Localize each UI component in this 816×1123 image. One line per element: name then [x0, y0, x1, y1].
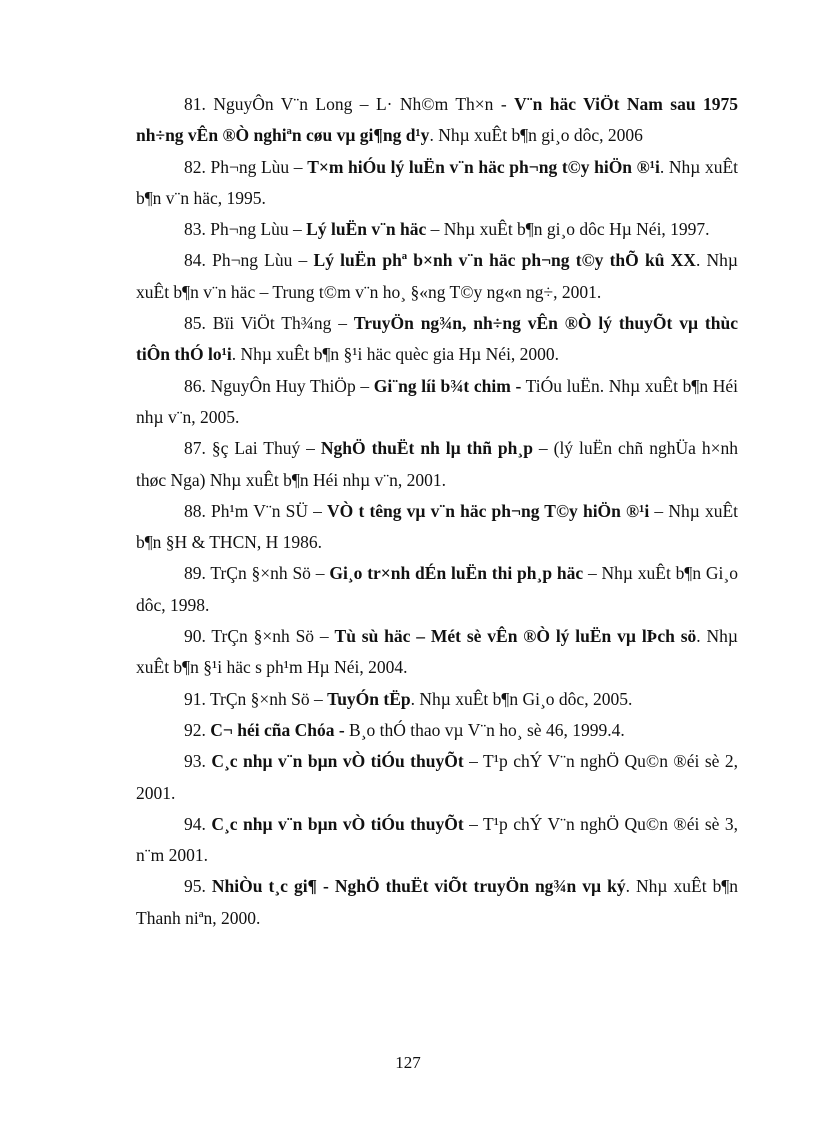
reference-item [136, 89, 738, 152]
reference-item [136, 245, 738, 308]
reference-author: NguyÔn V¨n Long – L· Nh©m Th×n - [213, 94, 515, 114]
reference-author: TrÇn §×nh Sö – [211, 626, 335, 647]
reference-title: Tù sù häc – Mét sè vÊn ®Ò lý luËn vµ lÞch sö [334, 626, 697, 647]
reference-author: Ph¬ng Lùu – [210, 219, 307, 240]
reference-title: C¸c nhµ v¨n bµn vÒ tiÓu thuyÕt [211, 751, 464, 772]
reference-author: NguyÔn Huy ThiÖp – [210, 375, 374, 396]
reference-publisher: . Nhµ xuÊt b¶n §¹i häc s ph¹m Hµ Néi, 2004. [136, 626, 738, 678]
reference-title: Gi¸o tr×nh dÉn luËn thi ph¸p häc [329, 563, 584, 584]
reference-number: 91. [184, 688, 206, 709]
reference-number: 87. [184, 438, 206, 459]
reference-author: Ph¹m V¨n SÜ – [211, 500, 328, 521]
reference-number: 93. [184, 751, 206, 772]
reference-title: VÒ t têng vµ v¨n häc ph¬ng T©y hiÖn ®¹i [327, 500, 650, 521]
reference-item [136, 809, 738, 872]
reference-item [136, 715, 738, 746]
reference-title: Gi¨ng líi b¾t chim - [373, 375, 522, 396]
reference-publisher: . Nhµ xuÊt b¶n gi¸o dôc, 2006 [429, 125, 643, 146]
reference-title: TuyÓn tËp [327, 688, 411, 709]
reference-item [136, 433, 738, 496]
reference-number: 89. [184, 563, 206, 584]
reference-item [136, 746, 738, 809]
reference-number: 81. [184, 94, 206, 114]
reference-item [136, 152, 738, 215]
reference-author: §ç Lai Thuý – [211, 438, 321, 459]
reference-item [136, 558, 738, 621]
reference-publisher: TiÓu luËn. Nhµ xuÊt b¶n Héi nhµ v¨n, 2005. [136, 375, 739, 427]
reference-publisher: . Nhµ xuÊt b¶n v¨n häc – Trung t©m v¨n ho¸ §«ng T©y ng«n ng÷, 2001. [136, 250, 739, 302]
reference-item [136, 214, 738, 245]
reference-publisher: – (lý luËn chñ nghÜa h×nh thøc Nga) Nhµ xuÊt b¶n Héi nhµ v¨n, 2001. [136, 438, 738, 490]
reference-item [136, 684, 738, 715]
reference-publisher: . Nhµ xuÊt b¶n Gi¸o dôc, 2005. [410, 688, 633, 709]
reference-publisher: – Nhµ xuÊt b¶n gi¸o dôc Hµ Néi, 1997. [426, 219, 710, 240]
reference-item [136, 621, 738, 684]
reference-title: NhiÒu t¸c gi¶ - NghÖ thuËt viÕt truyÖn ng¾n vµ ký [211, 876, 626, 897]
reference-item [136, 496, 738, 559]
reference-item [136, 308, 738, 371]
reference-number: 95. [184, 876, 206, 897]
reference-author: Ph¬ng Lùu – [212, 250, 314, 271]
reference-number: 84. [184, 250, 206, 271]
reference-publisher: B¸o thÓ thao vµ V¨n ho¸ sè 46, 1999.4. [344, 719, 625, 740]
reference-publisher: – T¹p chÝ V¨n nghÖ Qu©n ®éi sè 2, 2001. [136, 751, 738, 803]
reference-publisher: – Nhµ xuÊt b¶n Gi¸o dôc, 1998. [136, 563, 738, 615]
reference-number: 85. [184, 313, 206, 334]
reference-author: Ph¬ng Lùu – [210, 156, 308, 177]
reference-number: 88. [184, 500, 206, 521]
reference-number: 83. [184, 219, 206, 240]
reference-title: V¨n häc ViÖt Nam sau 1975 nh÷ng vÊn ®Ò nghiªn cøu vµ gi¶ng d¹y [136, 94, 739, 146]
reference-title: TruyÖn ng¾n, nh÷ng vÊn ®Ò lý thuyÕt vµ thùc tiÔn thÓ lo¹i [136, 313, 738, 365]
reference-number: 86. [184, 375, 206, 396]
reference-item [136, 871, 738, 934]
page-number: 127 [395, 1053, 421, 1072]
reference-title: C¸c nhµ v¨n bµn vÒ tiÓu thuyÕt [211, 813, 464, 834]
reference-author: Bïi ViÖt Th¾ng – [212, 313, 354, 334]
reference-publisher: . Nhµ xuÊt b¶n v¨n häc, 1995. [136, 156, 739, 208]
reference-number: 92. [184, 719, 206, 740]
reference-number: 94. [184, 813, 206, 834]
reference-publisher: – Nhµ xuÊt b¶n §H & THCN, H 1986. [136, 500, 738, 553]
reference-number: 90. [184, 626, 206, 647]
reference-author: TrÇn §×nh Sö – [209, 688, 328, 709]
reference-title: T×m hiÓu lý luËn v¨n häc ph¬ng t©y hiÖn ®¹i [307, 156, 660, 177]
reference-title: Lý luËn v¨n häc [306, 219, 427, 240]
reference-list [136, 89, 738, 934]
reference-author: TrÇn §×nh Sö – [210, 563, 330, 584]
reference-number: 82. [184, 156, 206, 177]
reference-publisher: . Nhµ xuÊt b¶n §¹i häc quèc gia Hµ Néi, 2000. [231, 344, 560, 365]
reference-item [136, 371, 738, 434]
reference-title: C¬ héi cña Chóa - [210, 719, 345, 740]
reference-title: NghÖ thuËt nh lµ thñ ph¸p [320, 438, 533, 459]
reference-publisher: – T¹p chÝ V¨n nghÖ Qu©n ®éi sè 3, n¨m 2001. [136, 813, 738, 866]
reference-title: Lý luËn phª b×nh v¨n häc ph¬ng t©y thÕ kû XX [313, 250, 696, 271]
reference-publisher: . Nhµ xuÊt b¶n Thanh niªn, 2000. [136, 876, 739, 928]
